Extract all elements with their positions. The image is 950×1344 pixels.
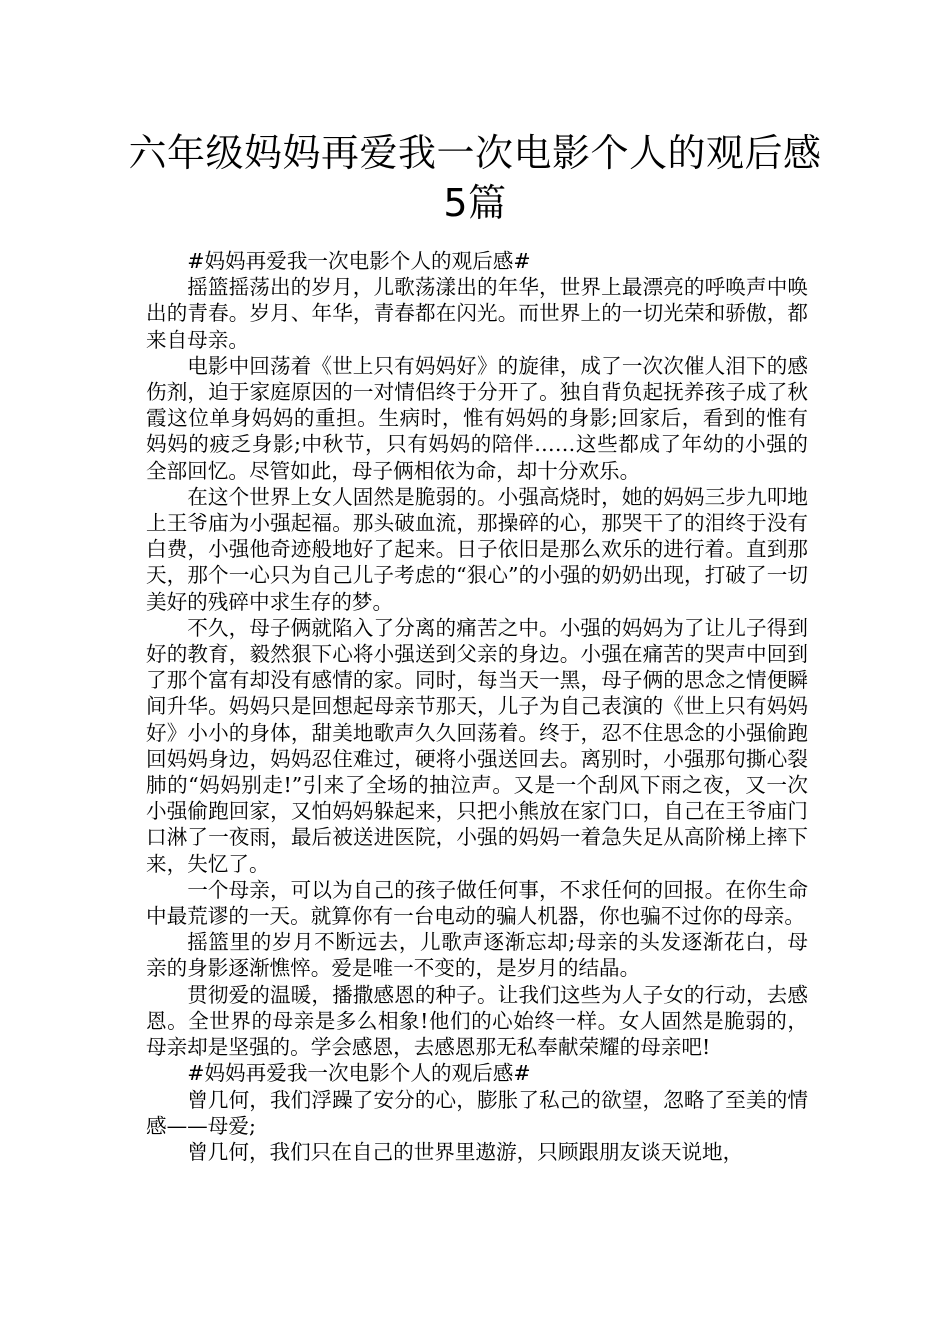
paragraph: 一个母亲，可以为自己的孩子做任何事，不求任何的回报。在你生命中最荒谬的一天。就算你有一台电动的骗人机器，你也骗不过你的母亲。	[146, 877, 808, 929]
paragraph: 贯彻爱的温暖，播撒感恩的种子。让我们这些为人子女的行动，去感恩。全世界的母亲是多么相象!他们的心始终一样。女人固然是脆弱的，母亲却是坚强的。学会感恩，去感恩那无私奉献荣耀的母亲吧!	[146, 982, 808, 1060]
section-heading: #妈妈再爱我一次电影个人的观后感#	[187, 1061, 531, 1086]
paragraph: 不久，母子俩就陷入了分离的痛苦之中。小强的妈妈为了让儿子得到好的教育，毅然狠下心将小强送到父亲的身边。小强在痛苦的哭声中回到了那个富有却没有感情的家。同时，每当天一黑，母子俩的思念之情便瞬间升华。妈妈只是回想起母亲节那天，儿子为自己表演的《世上只有妈妈好》小小的身体，甜美地歌声久久回荡着。终于，忍不住思念的小强偷跑回妈妈身边，妈妈忍住难过，硬将小强送回去。离别时，小强那句撕心裂肺的“妈妈别走!”引来了全场的抽泣声。又是一个刮风下雨之夜，又一次小强偷跑回家，又怕妈妈躲起来，只把小熊放在家门口，自己在王爷庙门口淋了一夜雨，最后被送进医院，小强的妈妈一着急失足从高阶梯上摔下来，失忆了。	[146, 615, 808, 876]
paragraph: 曾几何，我们浮躁了安分的心，膨胀了私己的欲望，忽略了至美的情感——母爱;	[146, 1087, 808, 1138]
paragraph: 摇篮里的岁月不断远去，儿歌声逐渐忘却;母亲的头发逐渐花白，母亲的身影逐渐憔悴。爱是唯一不变的，是岁月的结晶。	[146, 930, 808, 981]
paragraph: 摇篮摇荡出的岁月，儿歌荡漾出的年华，世界上最漂亮的呼唤声中唤出的青春。岁月、年华，青春都在闪光。而世界上的一切光荣和骄傲，都来自母亲。	[146, 275, 808, 352]
document-title: 六年级妈妈再爱我一次电影个人的观后感5篇	[128, 131, 822, 225]
paragraph: 电影中回荡着《世上只有妈妈好》的旋律，成了一次次催人泪下的感伤剂，迫于家庭原因的一对情侣终于分开了。独自背负起抚养孩子成了秋霞这位单身妈妈的重担。生病时，惟有妈妈的身影;回家后，看到的惟有妈妈的疲乏身影;中秋节，只有妈妈的陪伴……这些都成了年幼的小强的全部回忆。尽管如此，母子俩相依为命，却十分欢乐。	[146, 353, 808, 483]
section-heading: #妈妈再爱我一次电影个人的观后感#	[187, 249, 531, 273]
document-body	[146, 248, 808, 1165]
paragraph: 在这个世界上女人固然是脆弱的。小强高烧时，她的妈妈三步九叩地上王爷庙为小强起福。那头破血流，那操碎的心，那哭干了的泪终于没有白费，小强他奇迹般地好了起来。日子依旧是那么欢乐的进行着。直到那天，那个一心只为自己儿子考虑的“狠心”的小强的奶奶出现，打破了一切美好的残碎中求生存的梦。	[146, 484, 808, 614]
paragraph: 曾几何，我们只在自己的世界里遨游，只顾跟朋友谈天说地，	[187, 1139, 744, 1164]
